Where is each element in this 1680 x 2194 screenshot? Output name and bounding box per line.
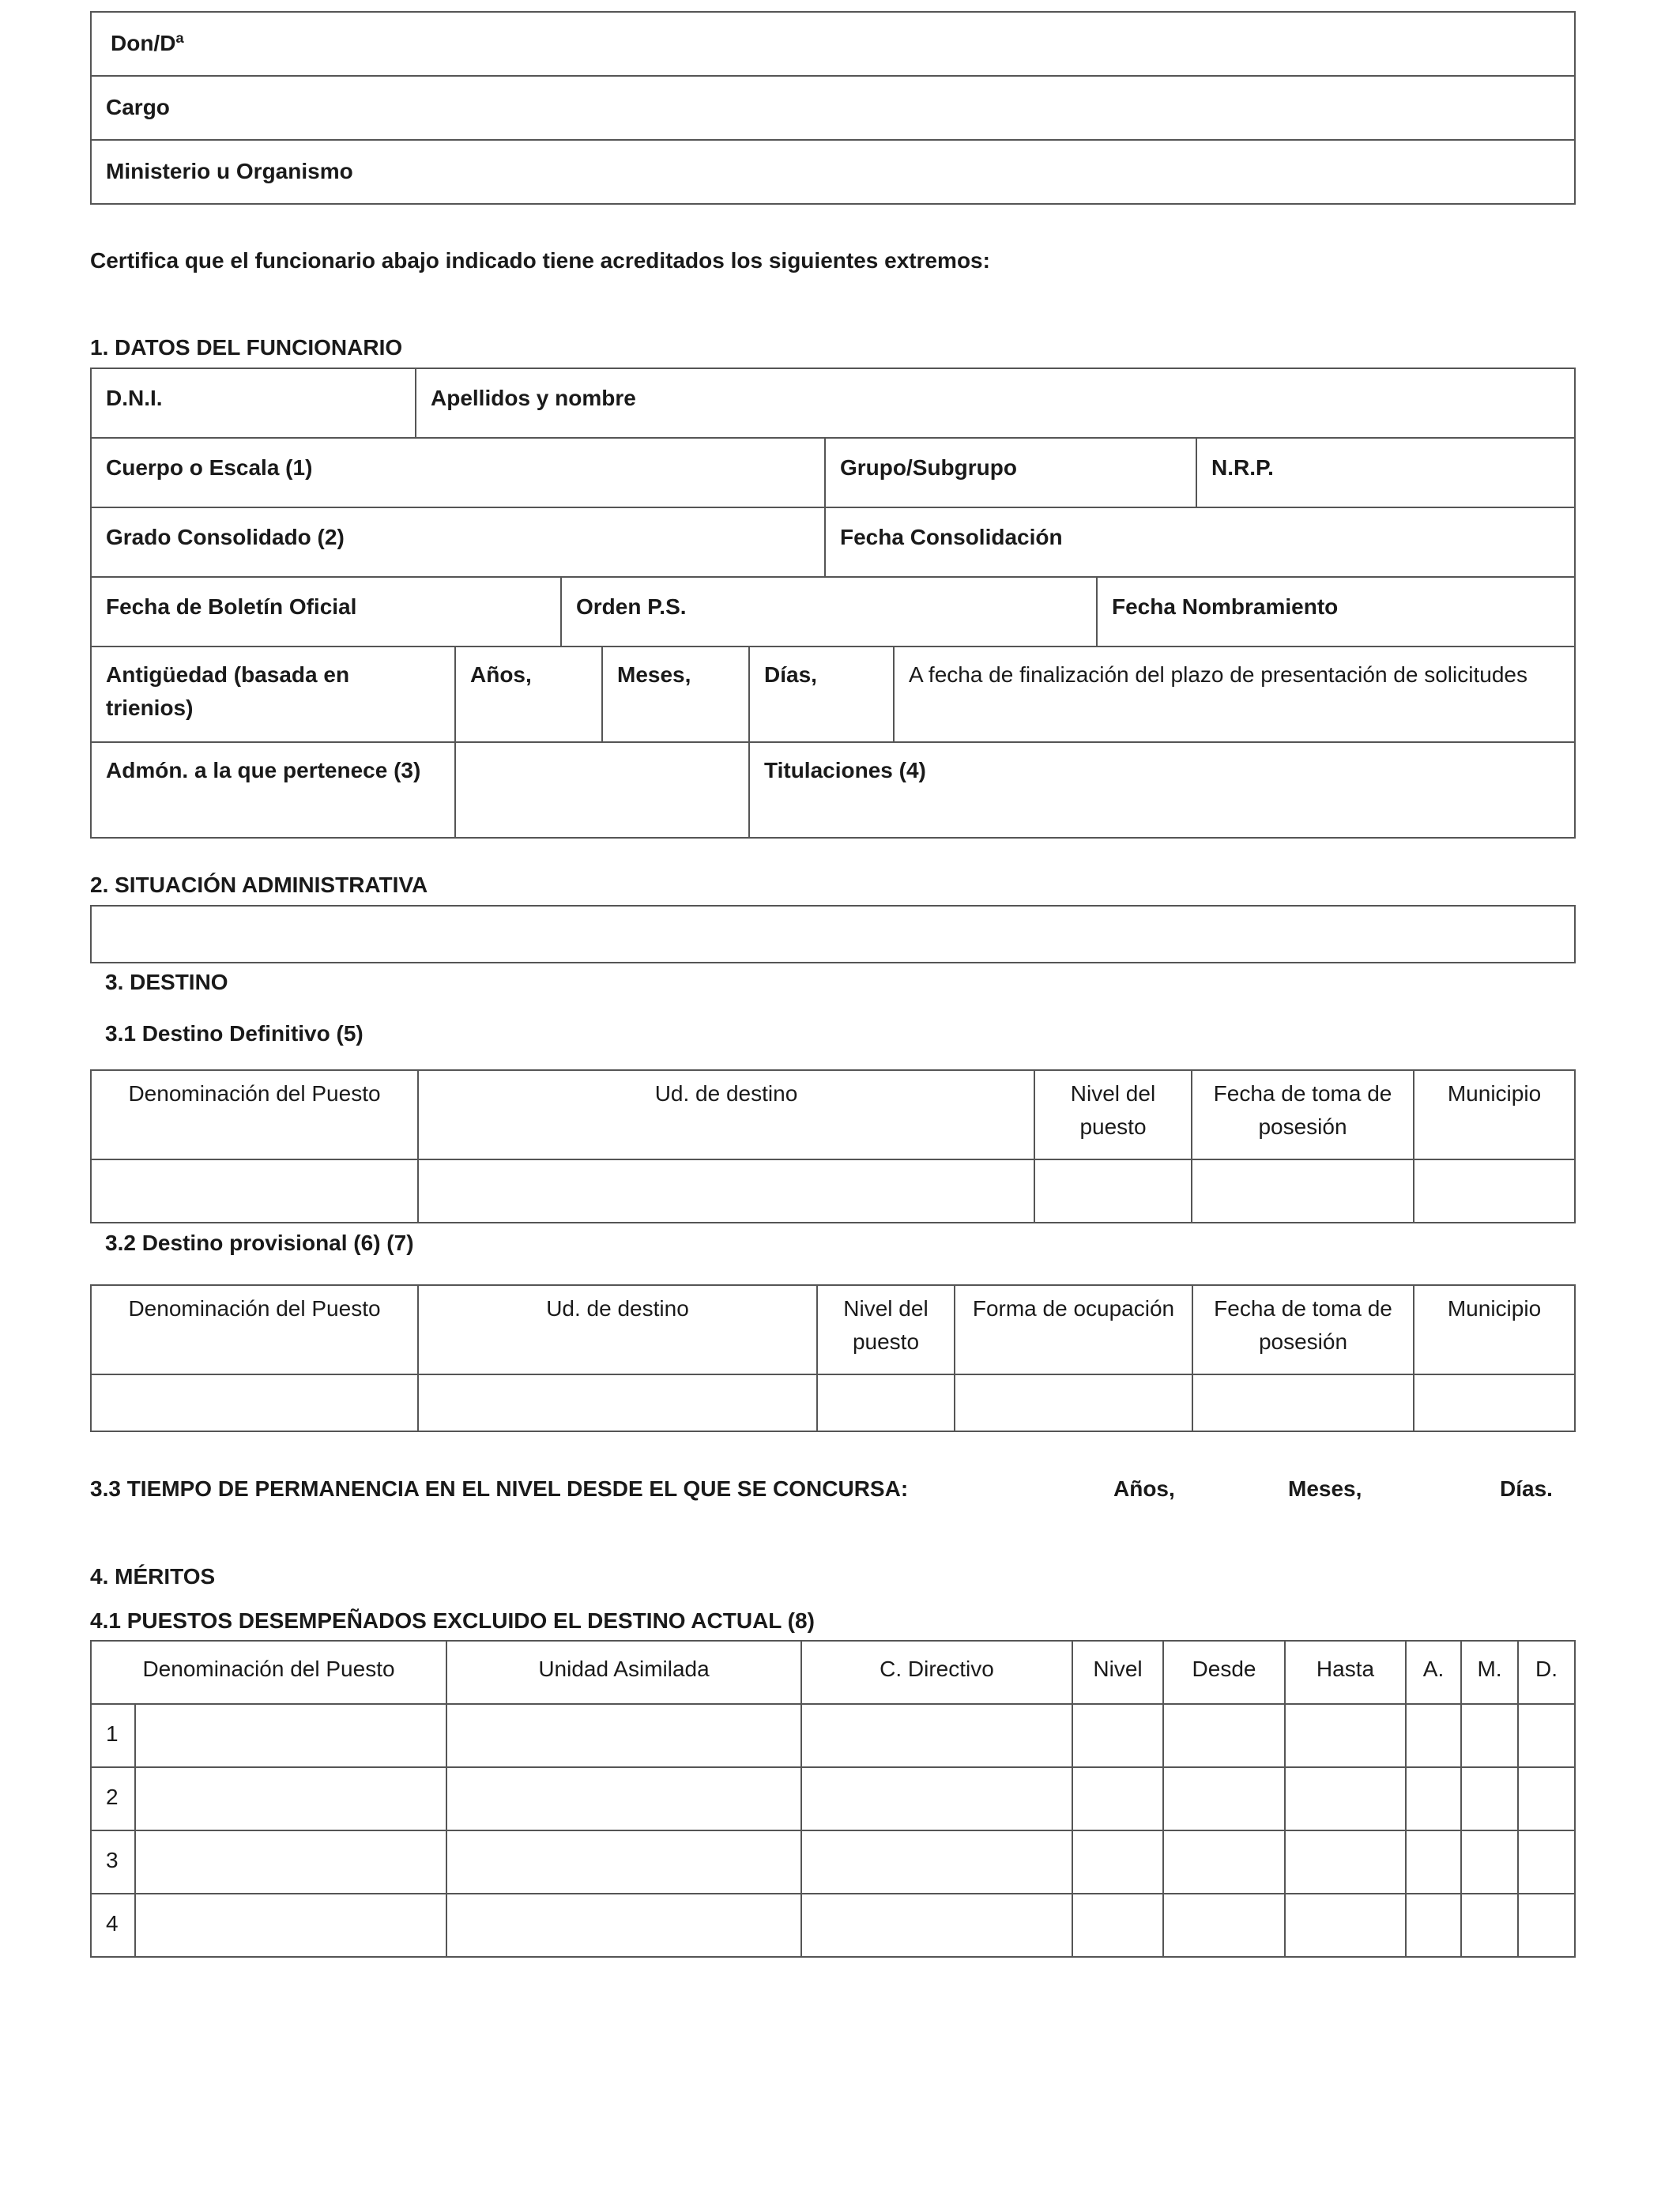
dias-label: Días, [764,662,817,687]
tiempo-anos: Años, [1113,1476,1175,1501]
puestos-header-directivo-label: C. Directivo [880,1657,994,1681]
row-cell-nivel[interactable] [1072,1894,1163,1957]
puestos-title: 4.1 PUESTOS DESEMPEÑADOS EXCLUIDO EL DESTINO ACTUAL (8) [90,1608,815,1633]
datos-row3 [90,507,1576,578]
def-header-denominacion-label: Denominación del Puesto [128,1081,381,1106]
prov-cell-denominacion[interactable] [91,1374,418,1431]
admon-value[interactable] [455,742,749,838]
row-cell-a[interactable] [1406,1704,1461,1767]
puestos-header-d [1518,1641,1575,1704]
row-number-label: 3 [106,1848,119,1872]
antiguedad-field [91,647,455,742]
tiempo-meses: Meses, [1288,1476,1362,1501]
table-row [91,1894,1575,1957]
row-cell-a[interactable] [1406,1767,1461,1830]
nrp-label: N.R.P. [1211,455,1274,480]
puestos-header-d-label: D. [1535,1657,1558,1681]
table-row [91,1830,1575,1894]
row-cell-hasta[interactable] [1285,1704,1406,1767]
fecha-boletin-field[interactable] [91,577,561,647]
grupo-field[interactable] [825,438,1196,507]
grupo-label: Grupo/Subgrupo [840,455,1017,480]
def-header-unidad-label: Ud. de destino [654,1081,798,1106]
row-cell-nivel[interactable] [1072,1704,1163,1767]
situacion-box [90,905,1576,963]
anos-field[interactable] [455,647,602,742]
def-header-fecha-label: Fecha de toma de posesión [1213,1081,1392,1139]
section3-title: 3. DESTINO [105,970,228,994]
dni-field[interactable] [91,368,416,438]
row-cell-desde[interactable] [1163,1704,1285,1767]
apellidos-field[interactable] [416,368,1575,438]
puestos-header-hasta [1285,1641,1406,1704]
fecha-nombramiento-field[interactable] [1097,577,1575,647]
cuerpo-field[interactable] [91,438,825,507]
def-header-nivel-label: Nivel del puesto [1070,1081,1156,1139]
a-fecha-label: A fecha de finalización del plazo de presentación de solicitudes [909,662,1527,687]
prov-cell-unidad[interactable] [418,1374,817,1431]
cargo-label: Cargo [106,95,170,119]
prov-header-nivel [817,1285,955,1374]
apellidos-label: Apellidos y nombre [431,386,636,410]
titulaciones-label: Titulaciones (4) [764,758,926,782]
anos-label: Años, [470,662,532,687]
puestos-header-nivel-label: Nivel [1093,1657,1143,1681]
puestos-header-directivo [801,1641,1072,1704]
grado-label: Grado Consolidado (2) [106,525,345,549]
row-cell-directivo[interactable] [801,1830,1072,1894]
certifica-text: Certifica que el funcionario abajo indicado tiene acreditados los siguientes extremos: [90,248,990,273]
orden-label: Orden P.S. [576,594,687,619]
def-header-nivel [1034,1070,1192,1159]
def-cell-unidad[interactable] [418,1159,1034,1223]
section2-title: 2. SITUACIÓN ADMINISTRATIVA [90,873,428,897]
tiempo-permanencia-title: 3.3 TIEMPO DE PERMANENCIA EN EL NIVEL DESDE EL QUE SE CONCURSA: [90,1476,909,1501]
puestos-header-denominacion-label: Denominación del Puesto [142,1657,395,1681]
prov-header-municipio-label: Municipio [1447,1296,1542,1321]
row-cell-denominacion[interactable] [135,1767,446,1830]
prov-header-forma-label: Forma de ocupación [972,1296,1175,1321]
row-cell-d[interactable] [1518,1767,1575,1830]
row-cell-nivel[interactable] [1072,1767,1163,1830]
row-cell-unidad[interactable] [446,1767,801,1830]
row-number [91,1767,135,1830]
puestos-header-a [1406,1641,1461,1704]
table-row [91,1704,1575,1767]
cuerpo-label: Cuerpo o Escala (1) [106,455,313,480]
def-cell-nivel[interactable] [1034,1159,1192,1223]
antiguedad-label: Antigüedad (basada en trienios) [106,662,350,720]
def-header-fecha [1192,1070,1414,1159]
row-cell-m[interactable] [1461,1767,1518,1830]
don-field[interactable] [91,12,1575,76]
destino-provisional-table [90,1284,1576,1432]
puestos-header-nivel [1072,1641,1163,1704]
destino-provisional-title: 3.2 Destino provisional (6) (7) [105,1231,414,1255]
row-cell-d[interactable] [1518,1830,1575,1894]
prov-header-denominacion [91,1285,418,1374]
row-cell-a[interactable] [1406,1894,1461,1957]
dni-label: D.N.I. [106,386,163,410]
section1-title: 1. DATOS DEL FUNCIONARIO [90,335,403,360]
row-cell-denominacion[interactable] [135,1704,446,1767]
puestos-header-m-label: M. [1477,1657,1502,1681]
nrp-field[interactable] [1196,438,1575,507]
meses-field[interactable] [602,647,749,742]
orden-field[interactable] [561,577,1097,647]
row-cell-directivo[interactable] [801,1767,1072,1830]
row-cell-nivel[interactable] [1072,1830,1163,1894]
section4-title: 4. MÉRITOS [90,1564,216,1589]
row-cell-d[interactable] [1518,1894,1575,1957]
puestos-header-a-label: A. [1422,1657,1445,1681]
prov-header-unidad [418,1285,817,1374]
puestos-header-m [1461,1641,1518,1704]
puestos-table [90,1640,1576,1958]
puestos-header-unidad [446,1641,801,1704]
row-cell-d[interactable] [1518,1704,1575,1767]
datos-row6 [90,741,1576,839]
row-cell-desde[interactable] [1163,1767,1285,1830]
puestos-header-desde-label: Desde [1192,1657,1256,1681]
row-cell-m[interactable] [1461,1830,1518,1894]
prov-header-unidad-label: Ud. de destino [546,1296,689,1321]
titulaciones-field[interactable] [749,742,1575,838]
cargo-field[interactable] [91,76,1575,140]
fecha-boletin-label: Fecha de Boletín Oficial [106,594,357,619]
grado-field[interactable] [91,507,825,577]
destino-definitivo-title: 3.1 Destino Definitivo (5) [105,1021,363,1046]
row-cell-hasta[interactable] [1285,1767,1406,1830]
row-cell-denominacion[interactable] [135,1894,446,1957]
row-cell-hasta[interactable] [1285,1830,1406,1894]
prov-header-fecha-label: Fecha de toma de posesión [1214,1296,1392,1354]
admon-field [91,742,455,838]
fecha-consolidacion-field[interactable] [825,507,1575,577]
row-number [91,1704,135,1767]
def-cell-fecha[interactable] [1192,1159,1414,1223]
row-number-label: 4 [106,1911,119,1936]
ministerio-label: Ministerio u Organismo [106,159,353,183]
prov-cell-fecha[interactable] [1192,1374,1414,1431]
dias-field[interactable] [749,647,894,742]
header-box [90,11,1576,205]
prov-cell-forma[interactable] [955,1374,1192,1431]
datos-row1 [90,368,1576,439]
def-header-unidad [418,1070,1034,1159]
row-cell-desde[interactable] [1163,1830,1285,1894]
puestos-header-hasta-label: Hasta [1316,1657,1375,1681]
table-row [91,1767,1575,1830]
prov-header-forma [955,1285,1192,1374]
row-cell-unidad[interactable] [446,1704,801,1767]
puestos-header-unidad-label: Unidad Asimilada [538,1657,710,1681]
puestos-header-denominacion [91,1641,446,1704]
row-cell-directivo[interactable] [801,1894,1072,1957]
ministerio-field[interactable] [91,140,1575,204]
def-header-municipio-label: Municipio [1447,1081,1542,1106]
row-cell-m[interactable] [1461,1894,1518,1957]
prov-header-denominacion-label: Denominación del Puesto [128,1296,381,1321]
a-fecha-field [894,647,1575,742]
row-number [91,1894,135,1957]
row-number-label: 2 [106,1785,119,1809]
row-cell-unidad[interactable] [446,1830,801,1894]
row-cell-directivo[interactable] [801,1704,1072,1767]
prov-cell-municipio[interactable] [1414,1374,1575,1431]
fecha-consolidacion-label: Fecha Consolidación [840,525,1063,549]
don-label: Don/Dª [111,31,184,55]
row-cell-desde[interactable] [1163,1894,1285,1957]
prov-header-nivel-label: Nivel del puesto [843,1296,929,1354]
row-cell-m[interactable] [1461,1704,1518,1767]
datos-row4 [90,576,1576,647]
row-number [91,1830,135,1894]
admon-label: Admón. a la que pertenece (3) [106,758,421,782]
def-cell-municipio[interactable] [1414,1159,1575,1223]
situacion-field[interactable] [91,906,1575,963]
datos-row5 [90,646,1576,743]
row-cell-a[interactable] [1406,1830,1461,1894]
destino-definitivo-table [90,1069,1576,1223]
prov-cell-nivel[interactable] [817,1374,955,1431]
fecha-nombramiento-label: Fecha Nombramiento [1112,594,1339,619]
prov-header-municipio [1414,1285,1575,1374]
row-cell-unidad[interactable] [446,1894,801,1957]
def-cell-denominacion[interactable] [91,1159,418,1223]
def-header-municipio [1414,1070,1575,1159]
row-number-label: 1 [106,1721,119,1746]
def-header-denominacion [91,1070,418,1159]
prov-header-fecha [1192,1285,1414,1374]
row-cell-denominacion[interactable] [135,1830,446,1894]
meses-label: Meses, [617,662,691,687]
row-cell-hasta[interactable] [1285,1894,1406,1957]
datos-row2 [90,437,1576,508]
tiempo-dias: Días. [1500,1476,1553,1501]
puestos-header-desde [1163,1641,1285,1704]
